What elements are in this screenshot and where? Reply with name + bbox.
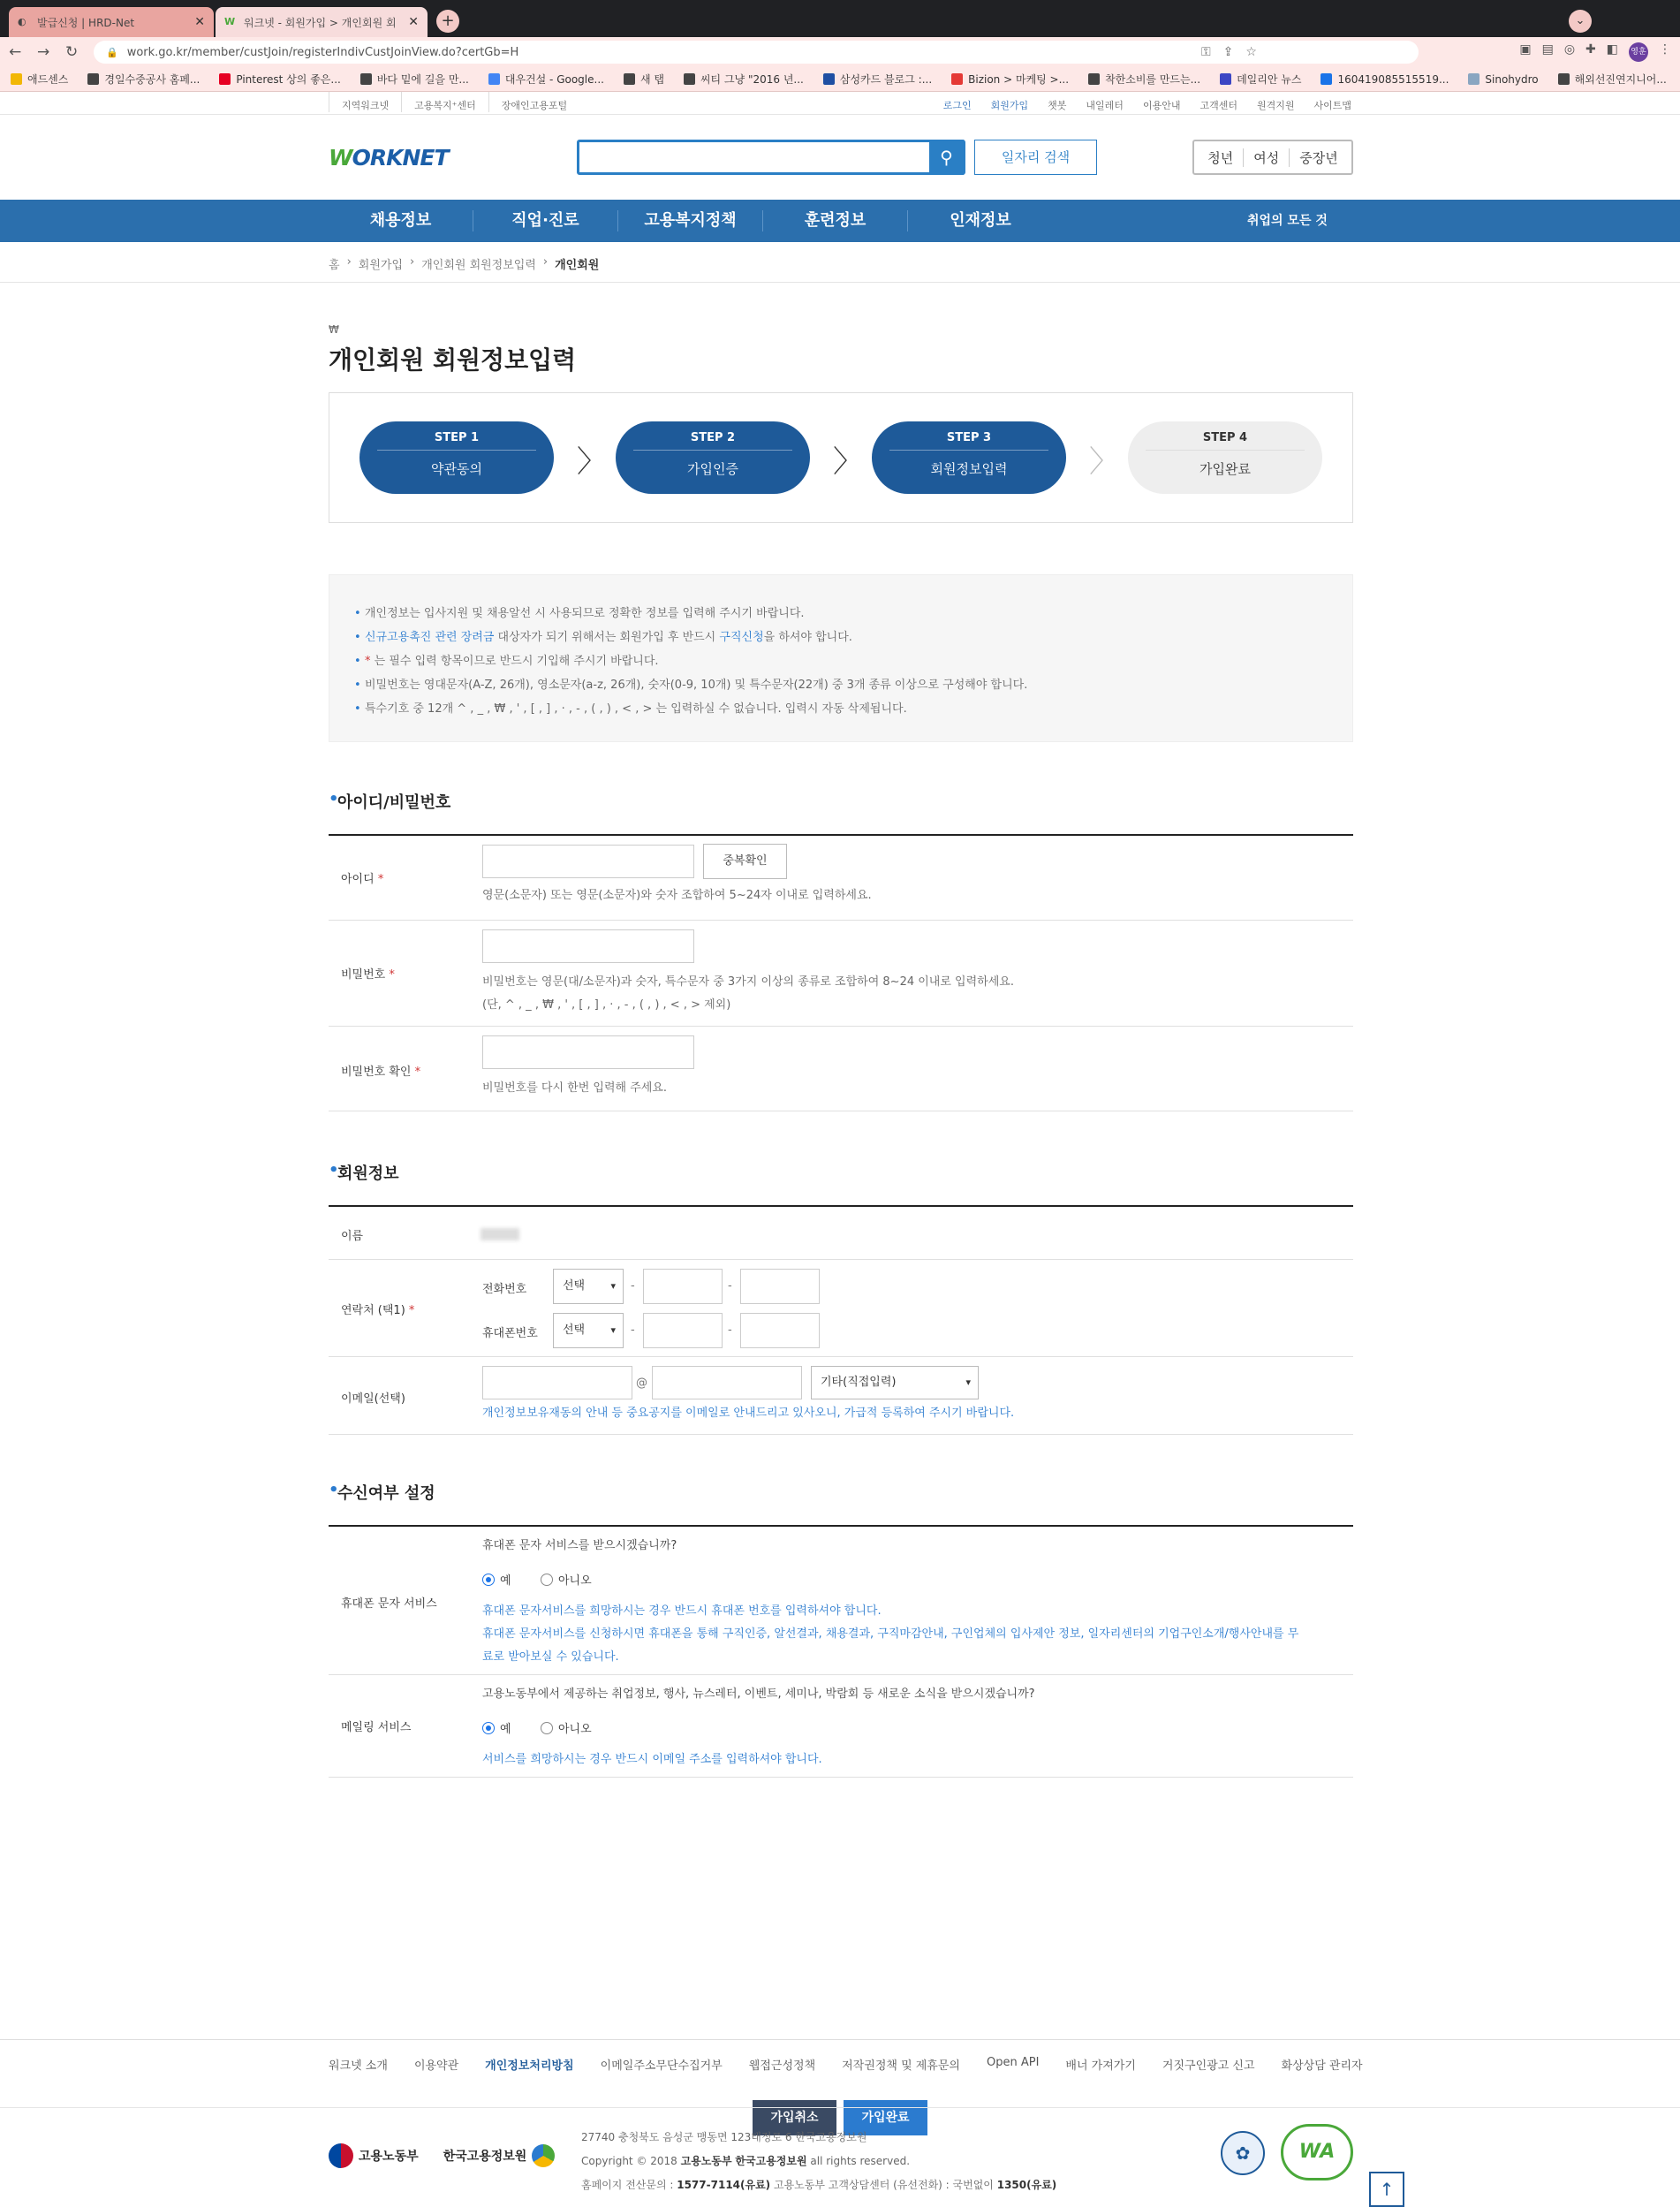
sms-no-radio[interactable] — [541, 1571, 592, 1588]
bookmark-item[interactable] — [1088, 72, 1200, 87]
name-value-blurred — [481, 1228, 519, 1240]
chevron-right-icon: › — [410, 255, 415, 269]
tel-middle-input[interactable] — [643, 1269, 723, 1304]
password-hint-exclusions: (단, ^ , _ , ₩ , ' , [ , ] , · , - , ( , ) , < , > 제외) — [482, 998, 731, 1012]
chevron-right-icon: › — [346, 255, 352, 269]
footer-link[interactable]: 개인정보처리방침 — [485, 2059, 574, 2073]
label-text: 비밀번호 확인 — [341, 1066, 412, 1079]
hrdnet-favicon-icon: ◐ — [18, 16, 26, 27]
chevron-right-icon: › — [542, 255, 549, 269]
browser-tab-hrdnet[interactable] — [9, 7, 214, 37]
select-value: 선택 — [563, 1279, 586, 1293]
extension-icon[interactable]: ◎ — [1563, 42, 1576, 57]
family-site-link[interactable]: 고용복지⁺센터 — [401, 92, 488, 112]
notice-text: 대상자가 되기 위해서는 회원가입 후 반드시 — [494, 631, 720, 644]
keis-mark-icon — [532, 2144, 555, 2167]
breadcrumb-item[interactable]: 개인회원 회원정보입력 — [421, 259, 536, 272]
bookmark-label: Bizion > 마케팅 >... — [968, 73, 1070, 86]
bookmark-item[interactable] — [1220, 72, 1301, 87]
email-domain-select[interactable] — [811, 1366, 979, 1399]
age-group-link[interactable]: 중장년 — [1289, 148, 1347, 167]
util-link[interactable]: 챗봇 — [1048, 100, 1067, 111]
email-hint: 개인정보보유재동의 안내 등 중요공지를 이메일로 안내드리고 있사오니, 가급적 등록하여 주시기 바랍니다. — [482, 1407, 1015, 1420]
gnb-menu-item[interactable]: 고용복지정책 — [618, 210, 763, 231]
contact-row — [329, 1260, 1353, 1357]
radio-unchecked-icon — [541, 1574, 553, 1586]
mailing-row — [329, 1675, 1353, 1778]
contact-text: 고용노동부 고객상담센터 (유선전화) : 국번없이 — [770, 2179, 997, 2191]
footer-copyright — [581, 2150, 1056, 2173]
notice-text: 을 하셔야 합니다. — [763, 631, 852, 644]
id-row — [329, 836, 1353, 921]
util-link[interactable]: 내일레터 — [1086, 100, 1124, 111]
search-button[interactable] — [929, 140, 964, 175]
util-link[interactable]: 이용안내 — [1142, 100, 1181, 111]
extension-icon[interactable]: ▣ — [1519, 42, 1532, 57]
family-sites — [329, 92, 579, 112]
footer-contact — [581, 2173, 1056, 2197]
dash: - — [728, 1279, 732, 1293]
gnb-menu-item[interactable]: 훈련정보 — [763, 210, 908, 231]
step-number: STEP 3 — [889, 431, 1048, 451]
notice-item — [354, 649, 1328, 673]
dash: - — [631, 1279, 635, 1293]
dash: - — [631, 1323, 635, 1337]
sms-label: 휴대폰 문자 서비스 — [341, 1597, 437, 1611]
contact-number: 1350(유료) — [996, 2179, 1057, 2191]
footer-link[interactable]: 이용약관 — [413, 2059, 459, 2073]
age-group-links — [1192, 140, 1353, 175]
family-site-link[interactable]: 장애인고용포털 — [488, 92, 579, 112]
breadcrumb-item[interactable]: 홈 — [329, 259, 340, 272]
bookmark-favicon-icon — [1220, 73, 1231, 85]
url-actions — [1201, 45, 1257, 59]
name-label: 이름 — [341, 1230, 364, 1243]
bookmark-item[interactable] — [1468, 73, 1538, 86]
footer-link[interactable]: 워크넷 소개 — [329, 2059, 388, 2073]
step-label: 약관동의 — [431, 461, 482, 477]
id-input[interactable] — [482, 845, 694, 878]
moel-logo — [329, 2143, 419, 2168]
bookmark-label: 착한소비를 만드는... — [1105, 73, 1201, 86]
bookmark-favicon-icon — [219, 73, 231, 85]
section-title-member: • 회원정보 — [329, 1161, 399, 1184]
bookmark-item[interactable] — [488, 72, 604, 87]
step-number: STEP 1 — [377, 431, 536, 451]
dash: - — [728, 1323, 732, 1337]
footer-links — [329, 2056, 1363, 2073]
duplicate-check-button[interactable]: 중복확인 — [703, 844, 787, 879]
notice-text: 특수기호 중 12개 ^ , _ , ₩ , ' , [ , ] , · , - , ( , ) , < , > 는 입력하실 수 없습니다. 입력시 자동 삭제됩니다. — [365, 702, 907, 716]
chevron-down-icon: ▾ — [965, 1377, 971, 1388]
tab-title: 발급신청 | HRD-Net — [37, 16, 135, 29]
select-value: 기타(직접입력) — [821, 1376, 897, 1389]
worknet-favicon-icon: W — [224, 16, 236, 27]
receive-form — [329, 1525, 1353, 1778]
arrow-up-icon: ↑ — [1379, 2179, 1395, 2200]
breadcrumb — [0, 242, 1680, 283]
bookmark-item[interactable] — [1558, 72, 1667, 87]
gnb-menu-item[interactable]: 인재정보 — [950, 211, 1011, 230]
back-icon[interactable]: ← — [9, 43, 22, 61]
bookmark-label: 새 탭 — [639, 73, 664, 86]
footer-address: 27740 충청북도 음성군 맹동면 123태정로 6 한국고용정보원 — [581, 2131, 867, 2143]
bookmark-favicon-icon — [1468, 73, 1479, 85]
search-icon: ⚲ — [940, 147, 953, 168]
mobile-label: 휴대폰번호 — [482, 1327, 538, 1340]
address-bar-row — [0, 37, 1680, 67]
email-id-input[interactable] — [482, 1366, 632, 1399]
age-group-link[interactable]: 여성 — [1243, 148, 1289, 167]
gnb-menu-item[interactable]: 채용정보 — [329, 210, 473, 231]
contact-number: 1577-7114(유료) — [677, 2179, 771, 2191]
password-input[interactable] — [482, 929, 694, 963]
account-form — [329, 834, 1353, 1111]
required-mark: * — [377, 873, 384, 886]
step-3 — [872, 421, 1066, 494]
contact-label — [341, 1301, 414, 1317]
util-link[interactable]: 원격지원 — [1256, 100, 1295, 111]
bookmark-item[interactable] — [360, 72, 469, 87]
bookmark-label: 경일수중공사 홈페... — [104, 73, 201, 86]
bookmark-item[interactable] — [823, 72, 932, 87]
step-1 — [359, 421, 554, 494]
bookmark-item[interactable] — [87, 72, 200, 87]
required-mark: * — [365, 655, 371, 668]
extension-icon[interactable]: ▤ — [1541, 42, 1554, 57]
sms-yes-radio[interactable] — [482, 1571, 511, 1588]
incentive-link[interactable]: 신규고용촉진 관련 장려금 — [365, 631, 495, 644]
notice-item — [354, 626, 1328, 649]
worknet-page — [0, 92, 1680, 2200]
certification-badge-icon: ✿ — [1221, 2131, 1265, 2175]
worknet-logo[interactable] — [329, 145, 449, 171]
bookmark-label: Sinohydro — [1485, 72, 1539, 86]
mobile-last-input[interactable] — [740, 1313, 820, 1348]
bookmark-favicon-icon — [951, 73, 963, 85]
label-text: 비밀번호 — [341, 968, 386, 982]
browser-tabbar — [0, 0, 1680, 37]
copyright-text: all rights reserved. — [806, 2155, 911, 2167]
bookmark-label: 바다 밑에 길을 만... — [376, 73, 469, 86]
bookmark-label: 해외선진연지니어... — [1574, 73, 1667, 86]
keis-name: 한국고용정보원 — [443, 2150, 527, 2164]
bookmark-label: Pinterest 상의 좋은... — [236, 73, 341, 86]
bookmark-label: 대우건설 - Google... — [504, 73, 604, 86]
footer-text — [581, 2126, 1056, 2197]
required-mark: * — [389, 968, 395, 982]
required-mark: * — [414, 1066, 421, 1079]
bookmark-item[interactable] — [624, 72, 664, 87]
tab-search-icon[interactable]: ⌄ — [1569, 10, 1592, 33]
footer-link[interactable]: 거짓구인광고 신고 — [1162, 2059, 1255, 2073]
bookmark-favicon-icon — [488, 73, 500, 85]
bookmark-favicon-icon — [1558, 73, 1570, 85]
notice-item — [354, 673, 1328, 697]
extensions — [1519, 42, 1671, 62]
radio-checked-icon — [482, 1722, 495, 1734]
footer-link[interactable]: 저작권정책 및 제휴문의 — [842, 2059, 960, 2073]
page-mark: ₩ — [329, 323, 339, 336]
step-number: STEP 4 — [1146, 431, 1305, 451]
mobile-prefix-select[interactable] — [553, 1313, 624, 1348]
id-label — [341, 869, 383, 886]
menu-icon[interactable]: ⋮ — [1659, 42, 1671, 57]
password-label — [341, 965, 395, 982]
radio-label: 예 — [500, 1723, 511, 1736]
breadcrumb-items — [329, 255, 599, 272]
bookmark-label: 삼성카드 블로그 :... — [839, 73, 933, 86]
chevron-right-icon: 〉 — [833, 444, 863, 480]
footer-link[interactable]: 화상상담 관리자 — [1281, 2059, 1363, 2073]
family-site-link[interactable]: 지역워크넷 — [329, 92, 401, 112]
email-label: 이메일(선택) — [341, 1392, 405, 1406]
mailing-yes-radio[interactable] — [482, 1719, 511, 1736]
bookmark-label: 씨티 그냥 "2016 년... — [700, 73, 804, 86]
bookmark-item[interactable] — [11, 72, 68, 87]
sidepanel-icon[interactable]: ◧ — [1606, 42, 1618, 57]
taeguk-icon — [329, 2143, 353, 2168]
job-application-link[interactable]: 구직신청 — [719, 631, 764, 644]
step-2 — [616, 421, 810, 494]
email-domain-input[interactable] — [652, 1366, 802, 1399]
keis-logo — [443, 2144, 556, 2167]
web-accessibility-badge: WA — [1281, 2124, 1353, 2180]
notice-box — [329, 574, 1353, 742]
footer-link[interactable]: 배너 가져가기 — [1065, 2059, 1136, 2073]
email-row — [329, 1357, 1353, 1435]
scroll-top-button[interactable] — [1369, 2172, 1404, 2207]
page-title: 개인회원 회원정보입력 — [329, 345, 577, 375]
bookmark-label: 애드센스 — [27, 73, 69, 86]
step-4 — [1128, 421, 1322, 494]
sms-hint: 휴대폰 문자서비스를 희망하시는 경우 반드시 휴대폰 번호를 입력하셔야 합니다. — [482, 1604, 882, 1618]
name-row — [329, 1207, 1353, 1260]
breadcrumb-item: 개인회원 — [555, 259, 600, 272]
notice-item — [354, 697, 1328, 721]
share-icon[interactable]: ⇪ — [1222, 45, 1234, 59]
contact-text: 홈페이지 전산문의 : — [581, 2179, 677, 2191]
copyright-keis: 한국고용정보원 — [735, 2155, 807, 2167]
password-row — [329, 921, 1353, 1027]
footer-link[interactable]: Open API — [987, 2056, 1040, 2069]
site-header — [0, 115, 1680, 200]
mailing-hint: 서비스를 희망하시는 경우 반드시 이메일 주소를 입력하셔야 합니다. — [482, 1753, 822, 1766]
key-icon[interactable]: ⚿ — [1201, 45, 1211, 59]
sms-row — [329, 1527, 1353, 1675]
tab-title: 워크넷 - 회원가입 > 개인회원 회 — [244, 16, 397, 29]
step-label: 가입완료 — [1199, 461, 1251, 477]
complete-join-button[interactable]: 가입완료 — [844, 2100, 927, 2135]
footer-link[interactable]: 웹접근성정책 — [748, 2059, 816, 2073]
age-group-link[interactable]: 청년 — [1207, 149, 1234, 166]
tab-close-icon[interactable]: ✕ — [194, 15, 205, 29]
bookmark-favicon-icon — [360, 73, 372, 85]
lock-icon: 🔒 — [106, 46, 118, 58]
star-icon[interactable]: ☆ — [1245, 45, 1257, 59]
select-value: 선택 — [563, 1323, 586, 1337]
utility-bar — [0, 92, 1680, 115]
radio-label: 아니오 — [558, 1574, 592, 1588]
notice-text: 비밀번호는 영대문자(A-Z, 26개), 영소문자(a-z, 26개), 숫자(0-9, 10개) 및 특수문자(22개) 중 3개 종류 이상으로 구성해야 합니다. — [365, 679, 1028, 692]
notice-text: 개인정보는 입사지원 및 채용알선 시 사용되므로 정확한 정보를 입력해 주시기 바랍니다. — [365, 607, 805, 620]
tel-prefix-select[interactable] — [553, 1269, 624, 1304]
logo-w: W — [329, 145, 352, 171]
util-link[interactable]: 고객센터 — [1199, 100, 1237, 111]
search-input[interactable] — [579, 142, 963, 172]
tel-label: 전화번호 — [482, 1283, 527, 1296]
bookmark-favicon-icon — [1321, 73, 1332, 85]
main-navigation — [0, 200, 1680, 242]
browser-tab-worknet[interactable] — [216, 7, 428, 37]
step-number: STEP 2 — [633, 431, 792, 451]
forward-icon[interactable]: → — [37, 43, 50, 61]
puzzle-icon[interactable]: ✚ — [1585, 42, 1596, 57]
bookmark-label: 160419085515519... — [1337, 72, 1449, 86]
radio-unchecked-icon — [541, 1722, 553, 1734]
profile-avatar[interactable]: 영훈 — [1629, 42, 1648, 62]
join-steps — [329, 392, 1353, 523]
bookmark-favicon-icon — [823, 73, 835, 85]
mailing-label: 메일링 서비스 — [341, 1721, 412, 1734]
chevron-down-icon: ▾ — [610, 1280, 616, 1292]
gnb-menu — [329, 200, 1053, 231]
copyright-moel: 고용노동부 — [680, 2155, 732, 2167]
label-text: 연락처 (택1) — [341, 1304, 405, 1317]
password-hint: 비밀번호는 영문(대/소문자)과 숫자, 특수문자 중 3가지 이상의 종류로 조합하여 8~24 이내로 입력하세요. — [482, 975, 1014, 989]
bookmark-item[interactable] — [219, 72, 340, 87]
util-link[interactable]: 사이트맵 — [1313, 100, 1351, 111]
footer-link[interactable]: 이메일주소무단수집거부 — [600, 2059, 723, 2073]
job-search-button[interactable]: 일자리 검색 — [974, 140, 1097, 175]
password-confirm-label — [341, 1062, 420, 1079]
bookmark-favicon-icon — [1088, 73, 1100, 85]
url-text: work.go.kr/member/custJoin/registerIndivCustJoinView.do?certGb=H — [126, 45, 519, 59]
password-confirm-input[interactable] — [482, 1035, 694, 1069]
copyright-text: Copyright © 2018 — [581, 2155, 681, 2167]
required-mark: * — [408, 1304, 415, 1317]
at-sign: @ — [636, 1377, 647, 1390]
mailing-no-radio[interactable] — [541, 1719, 592, 1736]
chevron-right-icon: 〉 — [577, 444, 607, 480]
util-link[interactable]: 회원가입 — [990, 100, 1029, 111]
sms-hint-detail-cont: 료로 받아보실 수 있습니다. — [482, 1650, 619, 1664]
step-label: 가입인증 — [687, 461, 738, 477]
notice-item — [354, 602, 1328, 626]
notice-text: 는 필수 입력 항목이므로 반드시 기입해 주시기 바랍니다. — [370, 655, 659, 668]
tel-last-input[interactable] — [740, 1269, 820, 1304]
tab-close-icon[interactable]: ✕ — [408, 15, 419, 29]
moel-name: 고용노동부 — [359, 2150, 419, 2164]
reload-icon[interactable]: ↻ — [65, 43, 79, 61]
bookmark-favicon-icon — [87, 73, 99, 85]
footer-logos — [329, 2143, 555, 2168]
radio-label: 아니오 — [558, 1723, 592, 1736]
user-menu — [943, 92, 1351, 112]
footer-info — [0, 2107, 1680, 2204]
bookmark-favicon-icon — [624, 73, 635, 85]
section-title-account: • 아이디/비밀번호 — [329, 790, 450, 813]
sms-hint-detail: 휴대폰 문자서비스를 신청하시면 휴대폰을 통해 구직인증, 알선결과, 채용결과, 구직마감안내, 구인업체의 입사제안 정보, 일자리센터의 기업구인소개/행사안내를 무 — [482, 1627, 1299, 1641]
cancel-join-button[interactable]: 가입취소 — [753, 2100, 836, 2135]
bookmark-item[interactable] — [684, 72, 804, 87]
label-text: 아이디 — [341, 873, 375, 886]
step-label: 회원정보입력 — [930, 461, 1008, 477]
new-tab-icon[interactable]: + — [436, 10, 459, 33]
gnb-menu-item[interactable]: 직업·진로 — [473, 210, 618, 231]
bookmarks-bar — [0, 67, 1680, 92]
bookmark-favicon-icon — [11, 73, 22, 85]
id-hint: 영문(소문자) 또는 영문(소문자)와 숫자 조합하여 5~24자 이내로 입력하세요. — [482, 889, 872, 902]
mobile-middle-input[interactable] — [643, 1313, 723, 1348]
password-confirm-hint: 비밀번호를 다시 한번 입력해 주세요. — [482, 1081, 668, 1095]
chevron-right-icon: 〉 — [1089, 444, 1119, 480]
site-search-box — [577, 140, 965, 175]
radio-checked-icon — [482, 1574, 495, 1586]
member-form — [329, 1205, 1353, 1435]
section-title-receive: • 수신여부 설정 — [329, 1481, 435, 1504]
bookmark-favicon-icon — [684, 73, 695, 85]
chevron-down-icon: ▾ — [610, 1324, 616, 1336]
breadcrumb-item[interactable]: 회원가입 — [358, 259, 403, 272]
util-link[interactable]: 로그인 — [942, 100, 972, 111]
logo-text: ORKNET — [352, 145, 449, 171]
bookmark-item[interactable] — [1321, 73, 1449, 86]
bookmark-item[interactable] — [951, 72, 1069, 87]
bookmark-label: 데일리안 뉴스 — [1237, 73, 1302, 86]
radio-label: 예 — [500, 1574, 511, 1588]
gnb-all-menu[interactable]: 취업의 모든 것 — [1247, 214, 1328, 228]
sms-question: 휴대폰 문자 서비스를 받으시겠습니까? — [482, 1539, 677, 1552]
mailing-question: 고용노동부에서 제공하는 취업정보, 행사, 뉴스레터, 이벤트, 세미나, 박람회 등 새로운 소식을 받으시겠습니까? — [482, 1687, 1035, 1701]
password-confirm-row — [329, 1027, 1353, 1111]
